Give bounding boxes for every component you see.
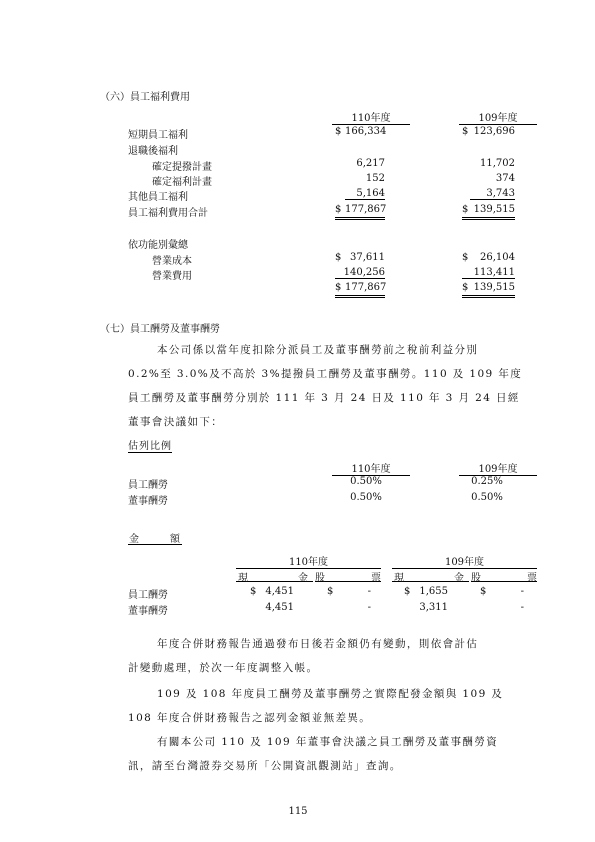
- stock-110: -: [367, 586, 371, 597]
- dollar-sign: $: [462, 252, 469, 263]
- value-110: 166,334: [345, 126, 387, 137]
- value-109: 26,104: [480, 252, 515, 263]
- paragraph-line: 計變動處理，於次一年度調整入帳。: [128, 662, 319, 674]
- row-label: 營業費用: [152, 271, 192, 282]
- stock-sub-b: 票: [527, 573, 537, 584]
- rate-109: 0.50%: [471, 492, 503, 503]
- func-total-109: 139,515: [473, 282, 515, 293]
- amt-row-label: 員工酬勞: [128, 590, 168, 601]
- value-109: 123,696: [473, 126, 515, 137]
- value-109: 139,515: [473, 204, 515, 215]
- cash-110: 4,451: [265, 602, 294, 613]
- cash-sub-b: 金: [298, 573, 308, 584]
- paragraph-line: 員工酬勞及董事酬勞分別於 111 年 3 月 24 日及 110 年 3 月 24 日經: [128, 392, 520, 404]
- amt-row-label: 董事酬勞: [128, 606, 168, 617]
- cash-109: 1,655: [419, 586, 448, 597]
- rate-heading: 估列比例: [128, 437, 172, 453]
- section-6-heading: （六）員工福利費用: [100, 92, 190, 103]
- stock-sub-a: 股: [471, 573, 481, 584]
- value-109: 3,743: [470, 188, 515, 200]
- rate-110: 0.50%: [350, 492, 382, 503]
- rate-110: 0.50%: [350, 476, 382, 487]
- value-109: 113,411: [462, 267, 515, 279]
- dollar-sign: $: [335, 126, 342, 137]
- dollar-sign: $: [404, 586, 411, 597]
- dollar-sign: $: [327, 586, 334, 597]
- section-7-heading: （七）員工酬勞及董事酬勞: [100, 324, 220, 335]
- page-number: 115: [288, 806, 308, 817]
- row-label: 員工福利費用合計: [128, 208, 208, 219]
- col-header-110: 110年度: [332, 109, 410, 125]
- paragraph-line: 訊，請至台灣證券交易所「公開資訊觀測站」查詢。: [128, 760, 402, 772]
- row-label: 確定提撥計畫: [152, 162, 212, 173]
- value-110: 140,256: [335, 267, 385, 279]
- dollar-sign: $: [335, 282, 342, 293]
- stock-110: -: [367, 602, 371, 613]
- value-110: 152: [365, 173, 385, 184]
- paragraph-line: 董事會決議如下：: [128, 416, 224, 428]
- dollar-sign: $: [335, 204, 342, 215]
- amount-heading-char: 額: [170, 534, 180, 545]
- func-total-110: 177,867: [345, 282, 387, 293]
- value-109: 11,702: [480, 158, 515, 169]
- rate-row-label: 董事酬勞: [128, 496, 168, 507]
- by-function-label: 依功能別彙總: [128, 240, 188, 251]
- row-label: 短期員工福利: [128, 130, 188, 141]
- dollar-sign: $: [462, 126, 469, 137]
- amt-col-110: 110年度: [236, 553, 381, 569]
- rate-109: 0.25%: [471, 476, 503, 487]
- paragraph-line: 本公司係以當年度扣除分派員工及董事酬勞前之稅前利益分別: [157, 344, 479, 356]
- paragraph-line: 年度合併財務報告通過發布日後若金額仍有變動，則依會計估: [157, 638, 479, 650]
- cash-sub-b: 金: [454, 573, 464, 584]
- cash-109: 3,311: [419, 602, 448, 613]
- dollar-sign: $: [250, 586, 257, 597]
- paragraph-line: 109 及 108 年度員工酬勞及董事酬勞之實際配發金額與 109 及: [157, 688, 504, 700]
- paragraph-line: 有關本公司 110 及 109 年董事會決議之員工酬勞及董事酬勞資: [157, 736, 499, 748]
- row-label: 確定福利計畫: [152, 177, 212, 188]
- row-label: 退職後福利: [128, 146, 178, 157]
- stock-sub-b: 票: [371, 573, 381, 584]
- rate-col-109: 109年度: [459, 460, 537, 476]
- rate-row-label: 員工酬勞: [128, 480, 168, 491]
- stock-109: -: [520, 602, 524, 613]
- value-110: 177,867: [345, 204, 387, 215]
- dollar-sign: $: [335, 252, 342, 263]
- value-109: 374: [495, 173, 515, 184]
- dollar-sign: $: [462, 282, 469, 293]
- row-label: 其他員工福利: [128, 192, 188, 203]
- stock-109: -: [520, 586, 524, 597]
- rate-col-110: 110年度: [332, 460, 410, 476]
- col-header-109: 109年度: [459, 109, 537, 125]
- amt-col-109: 109年度: [392, 553, 537, 569]
- paragraph-line: 108 年度合併財務報告之認列金額並無差異。: [128, 712, 372, 724]
- stock-sub-a: 股: [315, 573, 325, 584]
- value-110: 5,164: [345, 188, 385, 200]
- cash-sub-a: 現: [238, 573, 248, 584]
- amount-heading-char: 金: [129, 534, 139, 545]
- dollar-sign: $: [462, 204, 469, 215]
- value-110: 6,217: [356, 158, 385, 169]
- value-110: 37,611: [350, 252, 385, 263]
- dollar-sign: $: [480, 586, 487, 597]
- paragraph-line: 0.2%至 3.0%及不高於 3%提撥員工酬勞及董事酬勞。110 及 109 年度: [128, 368, 523, 380]
- cash-sub-a: 現: [394, 573, 404, 584]
- cash-110: 4,451: [265, 586, 294, 597]
- row-label: 營業成本: [152, 256, 192, 267]
